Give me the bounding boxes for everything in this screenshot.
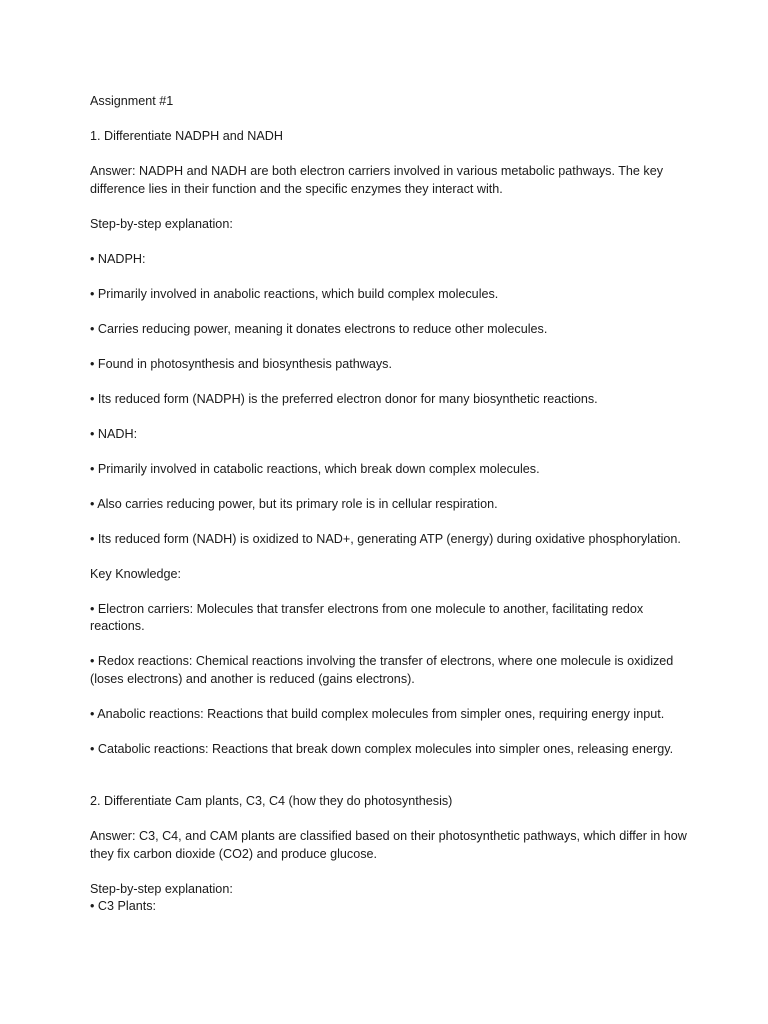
nadh-point: • Primarily involved in catabolic reactions, which break down complex molecules. xyxy=(90,461,540,476)
key-point: • Redox reactions: Chemical reactions involving the transfer of electrons, where one molecule is oxidized (loses electrons) and another is reduced (gains electrons). xyxy=(90,654,677,686)
steps-heading-2: Step-by-step explanation: xyxy=(90,881,233,896)
key-knowledge-heading: Key Knowledge: xyxy=(90,566,182,581)
key-point: • Catabolic reactions: Reactions that break down complex molecules into simpler ones, releasing energy. xyxy=(90,741,674,756)
answer-1: Answer: NADPH and NADH are both electron carriers involved in various metabolic pathways. The key difference lies in their function and the specific enzymes they interact with. xyxy=(90,164,667,196)
steps-heading-1: Step-by-step explanation: xyxy=(90,216,233,231)
question-1: 1. Differentiate NADPH and NADH xyxy=(90,129,283,143)
nadph-point: • Found in photosynthesis and biosynthesis pathways. xyxy=(90,356,392,371)
section-spacer xyxy=(90,776,690,794)
nadh-point: • Its reduced form (NADH) is oxidized to NAD+, generating ATP (energy) during oxidative phosphorylation. xyxy=(90,531,681,546)
document-title: Assignment #1 xyxy=(90,94,174,108)
nadh-heading: • NADH: xyxy=(90,426,138,441)
nadh-point: • Also carries reducing power, but its primary role is in cellular respiration. xyxy=(90,496,498,511)
question-2: 2. Differentiate Cam plants, C3, C4 (how they do photosynthesis) xyxy=(90,794,453,808)
key-point: • Electron carriers: Molecules that transfer electrons from one molecule to another, facilitating redox reactions. xyxy=(90,601,647,633)
nadph-point: • Primarily involved in anabolic reactions, which build complex molecules. xyxy=(90,286,499,301)
c3-heading: • C3 Plants: xyxy=(90,899,157,913)
nadph-point: • Carries reducing power, meaning it donates electrons to reduce other molecules. xyxy=(90,321,548,336)
nadph-point: • Its reduced form (NADPH) is the preferred electron donor for many biosynthetic reactions. xyxy=(90,391,598,406)
key-point: • Anabolic reactions: Reactions that build complex molecules from simpler ones, requiring energy input. xyxy=(90,706,665,721)
nadph-heading: • NADPH: xyxy=(90,251,146,266)
document-page xyxy=(90,93,690,916)
answer-2: Answer: C3, C4, and CAM plants are classified based on their photosynthetic pathways, which differ in how they fix carbon dioxide (CO2) and produce glucose. xyxy=(90,829,691,861)
